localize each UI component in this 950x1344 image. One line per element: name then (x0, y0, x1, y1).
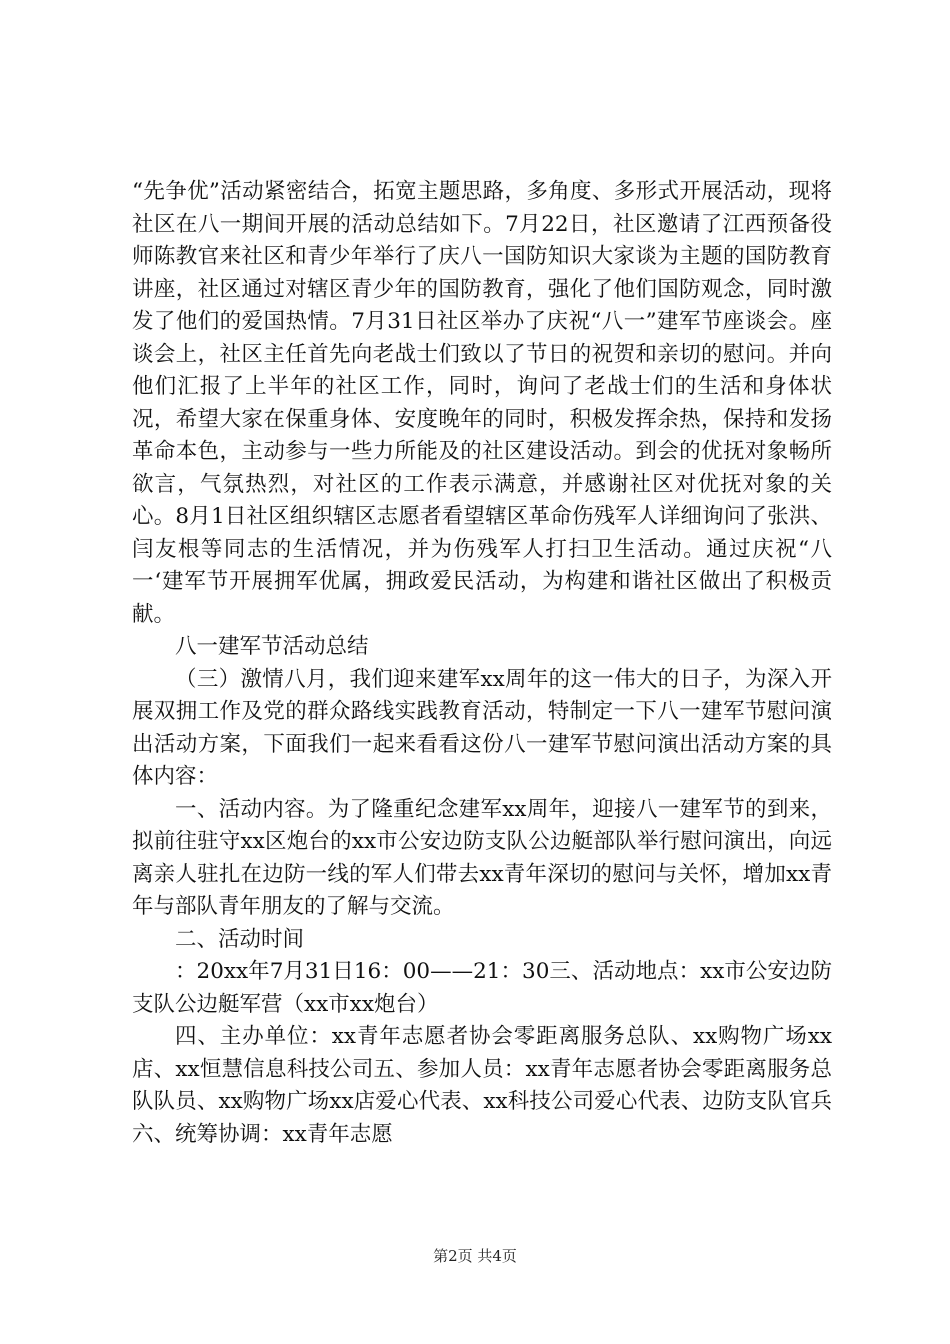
page-number-footer: 第2页 共4页 (433, 1247, 517, 1265)
paragraph-activity-content: 一、活动内容。为了隆重纪念建军xx周年，迎接八一建军节的到来，拟前往驻守xx区炮台的xx市公安边防支队公边艇部队举行慰问演出，向远离亲人驻扎在边防一线的军人们带去xx青年深切的慰问与关怀，增加xx青年与部队青年朋友的了解与交流。 (132, 796, 832, 919)
paragraph-organizers-participants: 四、主办单位：xx青年志愿者协会零距离服务总队、xx购物广场xx店、xx恒慧信息科技公司五、参加人员：xx青年志愿者协会零距离服务总队队员、xx购物广场xx店爱心代表、xx科技公司爱心代表、边防支队官兵六、统筹协调：xx青年志愿 (132, 1024, 832, 1147)
paragraph-heading-summary: 八一建军节活动总结 (175, 634, 369, 659)
paragraph-activity-summary: “先争优”活动紧密结合，拓宽主题思路，多角度、多形式开展活动，现将社区在八一期间开展的活动总结如下。7月22日，社区邀请了江西预备役师陈教官来社区和青少年举行了庆八一国防知识大家谈为主题的国防教育讲座，社区通过对辖区青少年的国防教育，强化了他们国防观念，同时激发了他们的爱国热情。7月31日社区举办了庆祝“八一”建军节座谈会。座谈会上，社区主任首先向老战士们致以了节日的祝贺和亲切的慰问。并向他们汇报了上半年的社区工作，同时，询问了老战士们的生活和身体状况，希望大家在保重身体、安度晚年的同时，积极发挥余热，保持和发扬革命本色，主动参与一些力所能及的社区建设活动。到会的优抚对象畅所欲言，气氛热烈，对社区的工作表示满意，并感谢社区对优抚对象的关心。8月1日社区组织辖区志愿者看望辖区革命伤残军人详细询问了张洪、闫友根等同志的生活情况，并为伤残军人打扫卫生活动。通过庆祝“八一‘建军节开展拥军优属，拥政爱民活动，为构建和谐社区做出了积极贡献。 (132, 179, 832, 627)
document-body (132, 176, 832, 1151)
paragraph-activity-time-label: 二、活动时间 (175, 926, 305, 952)
paragraph-activity-time-location: ：20xx年7月31日16：00——21：30三、活动地点：xx市公安边防支队公边艇军营（xx市xx炮台） (132, 959, 832, 1017)
paragraph-intro-august: （三）激情八月，我们迎来建军xx周年的这一伟大的日子，为深入开展双拥工作及党的群众路线实践教育活动，特制定一下八一建军节慰问演出活动方案，下面我们一起来看看这份八一建军节慰问演出活动方案的具体内容： (132, 666, 832, 789)
